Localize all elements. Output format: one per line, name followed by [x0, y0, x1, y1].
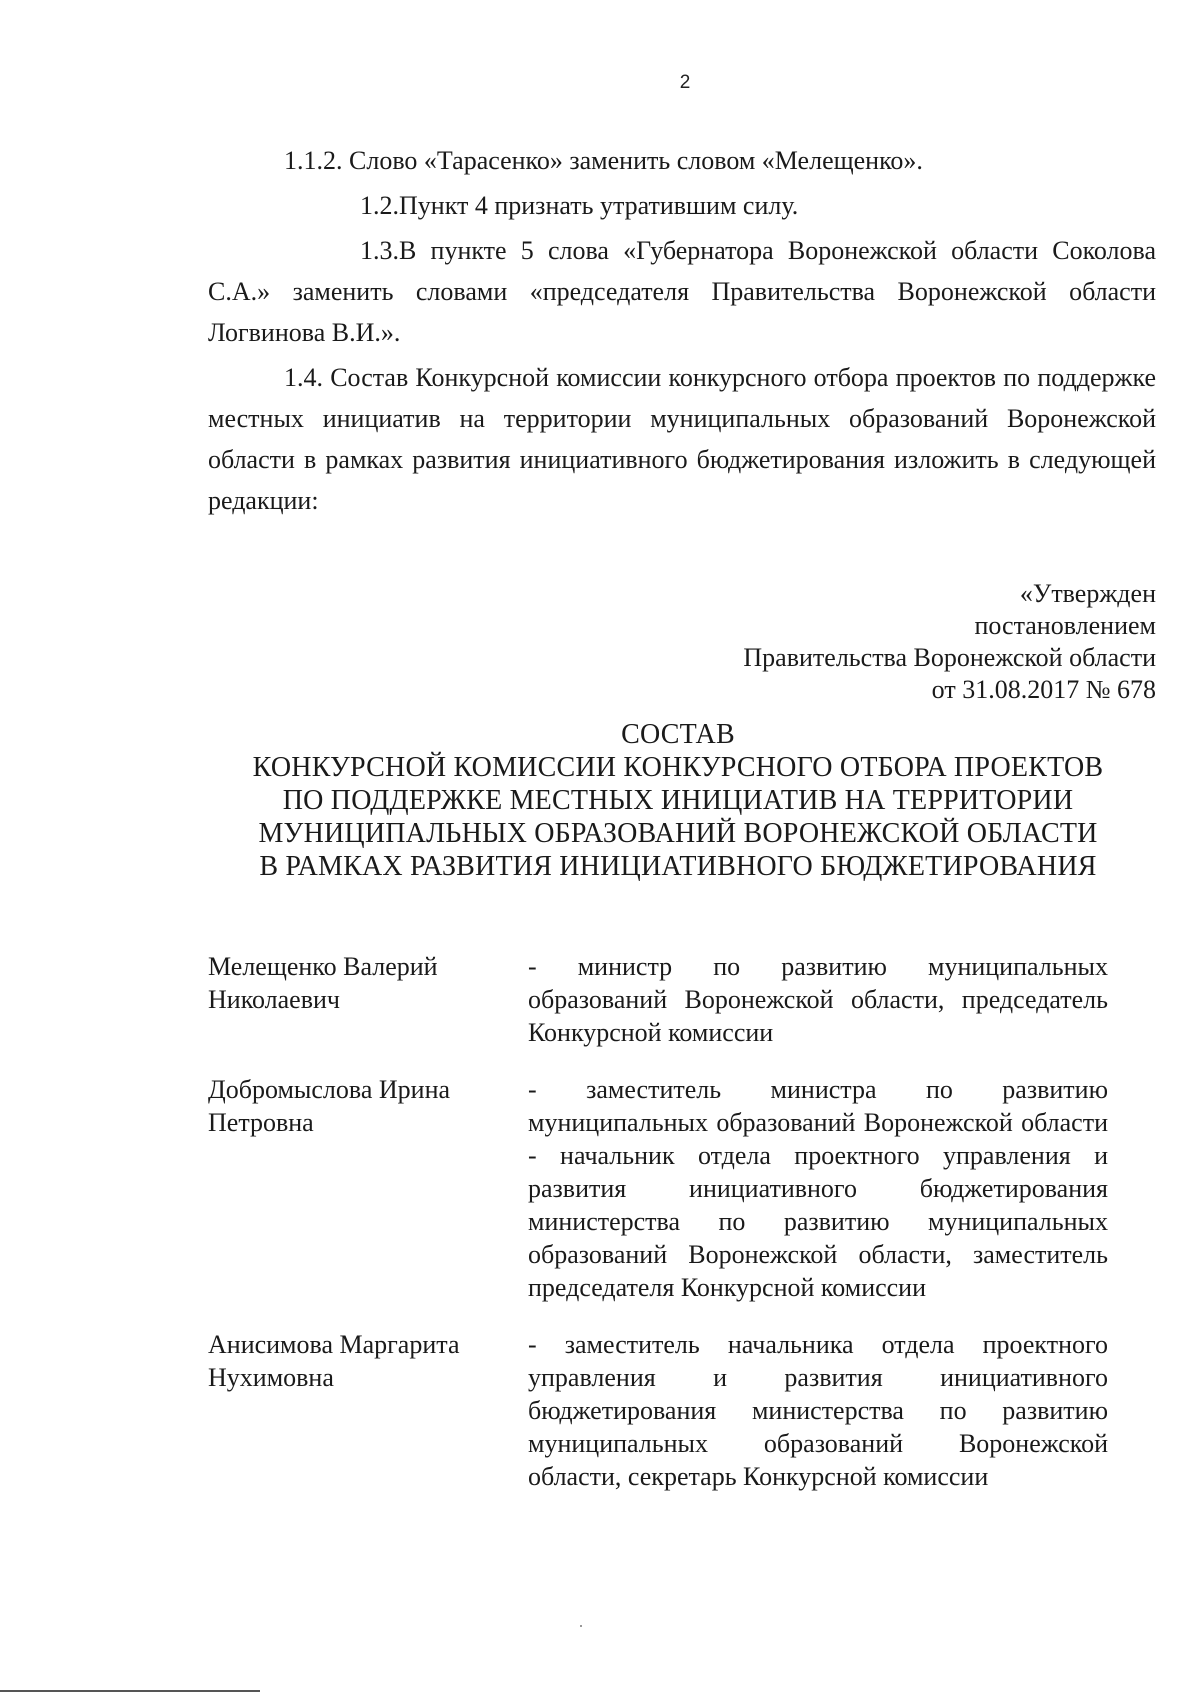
paragraph-number: 1.2.	[360, 191, 399, 220]
member-name-line: Мелещенко Валерий	[208, 952, 438, 981]
title-line: СОСТАВ	[621, 719, 735, 750]
approval-stamp-block	[656, 578, 1156, 706]
amendments-text	[208, 140, 1156, 521]
member-name-line: Николаевич	[208, 985, 340, 1014]
paragraph-1-4: 1.4. Состав Конкурсной комиссии конкурсного отбора проектов по поддержке местных инициатив на территории муниципальных образований Воронежской области в рамках развития инициативного бюджетирования изложить в следующей редакции:	[208, 363, 1156, 515]
scan-edge-line	[0, 1690, 260, 1692]
commission-members-list	[208, 950, 1108, 1517]
paragraph-1-1-2: 1.1.2. Слово «Тарасенко» заменить словом «Мелещенко».	[284, 146, 923, 175]
page-number: 2	[679, 72, 691, 93]
member-name-line: Анисимова Маргарита	[208, 1330, 460, 1359]
title-line: ПО ПОДДЕРЖКЕ МЕСТНЫХ ИНИЦИАТИВ НА ТЕРРИТОРИИ	[282, 785, 1074, 816]
member-name	[208, 1328, 528, 1493]
paragraph-text: В пункте 5 слова «Губернатора Воронежской области Соколова С.А.» заменить словами «председателя Правительства Воронежской области Логвинова В.И.».	[208, 236, 1156, 347]
member-name	[208, 950, 528, 1049]
title-line: МУНИЦИПАЛЬНЫХ ОБРАЗОВАНИЙ ВОРОНЕЖСКОЙ ОБЛАСТИ	[258, 818, 1098, 849]
member-name-line: Добромыслова Ирина	[208, 1075, 451, 1104]
member-name	[208, 1073, 528, 1304]
member-name-line: Нухимовна	[208, 1363, 334, 1392]
composition-title	[238, 718, 1118, 883]
paragraph-1-3	[208, 230, 1156, 353]
approval-line: Правительства Воронежской области	[743, 643, 1156, 672]
member-name-line: Петровна	[208, 1108, 314, 1137]
member-role: - заместитель начальника отдела проектного управления и развития инициативного бюджетирования министерства по развитию муниципальных образований Воронежской области, секретарь Конкурсной комиссии	[528, 1330, 1108, 1491]
member-role: - министр по развитию муниципальных образований Воронежской области, председатель Конкурсной комиссии	[528, 952, 1108, 1047]
approval-line: от 31.08.2017 № 678	[931, 675, 1156, 704]
paragraph-number: 1.3.	[360, 236, 399, 265]
title-line: В РАМКАХ РАЗВИТИЯ ИНИЦИАТИВНОГО БЮДЖЕТИРОВАНИЯ	[259, 851, 1097, 882]
approval-line: постановлением	[974, 611, 1156, 640]
paragraph-1-2	[208, 185, 1156, 226]
member-row	[208, 1328, 1108, 1493]
member-row	[208, 950, 1108, 1049]
scan-speck	[580, 1625, 582, 1627]
member-row	[208, 1073, 1108, 1304]
paragraph-text: Пункт 4 признать утратившим силу.	[399, 191, 799, 220]
member-role: - заместитель министра по развитию муниципальных образований Воронежской области - начальник отдела проектного управления и развития инициативного бюджетирования министерства по развитию муниципальных образований Воронежской области, заместитель председателя Конкурсной комиссии	[528, 1075, 1108, 1302]
title-line: КОНКУРСНОЙ КОМИССИИ КОНКУРСНОГО ОТБОРА ПРОЕКТОВ	[252, 752, 1104, 783]
approval-line: «Утвержден	[1019, 579, 1156, 608]
